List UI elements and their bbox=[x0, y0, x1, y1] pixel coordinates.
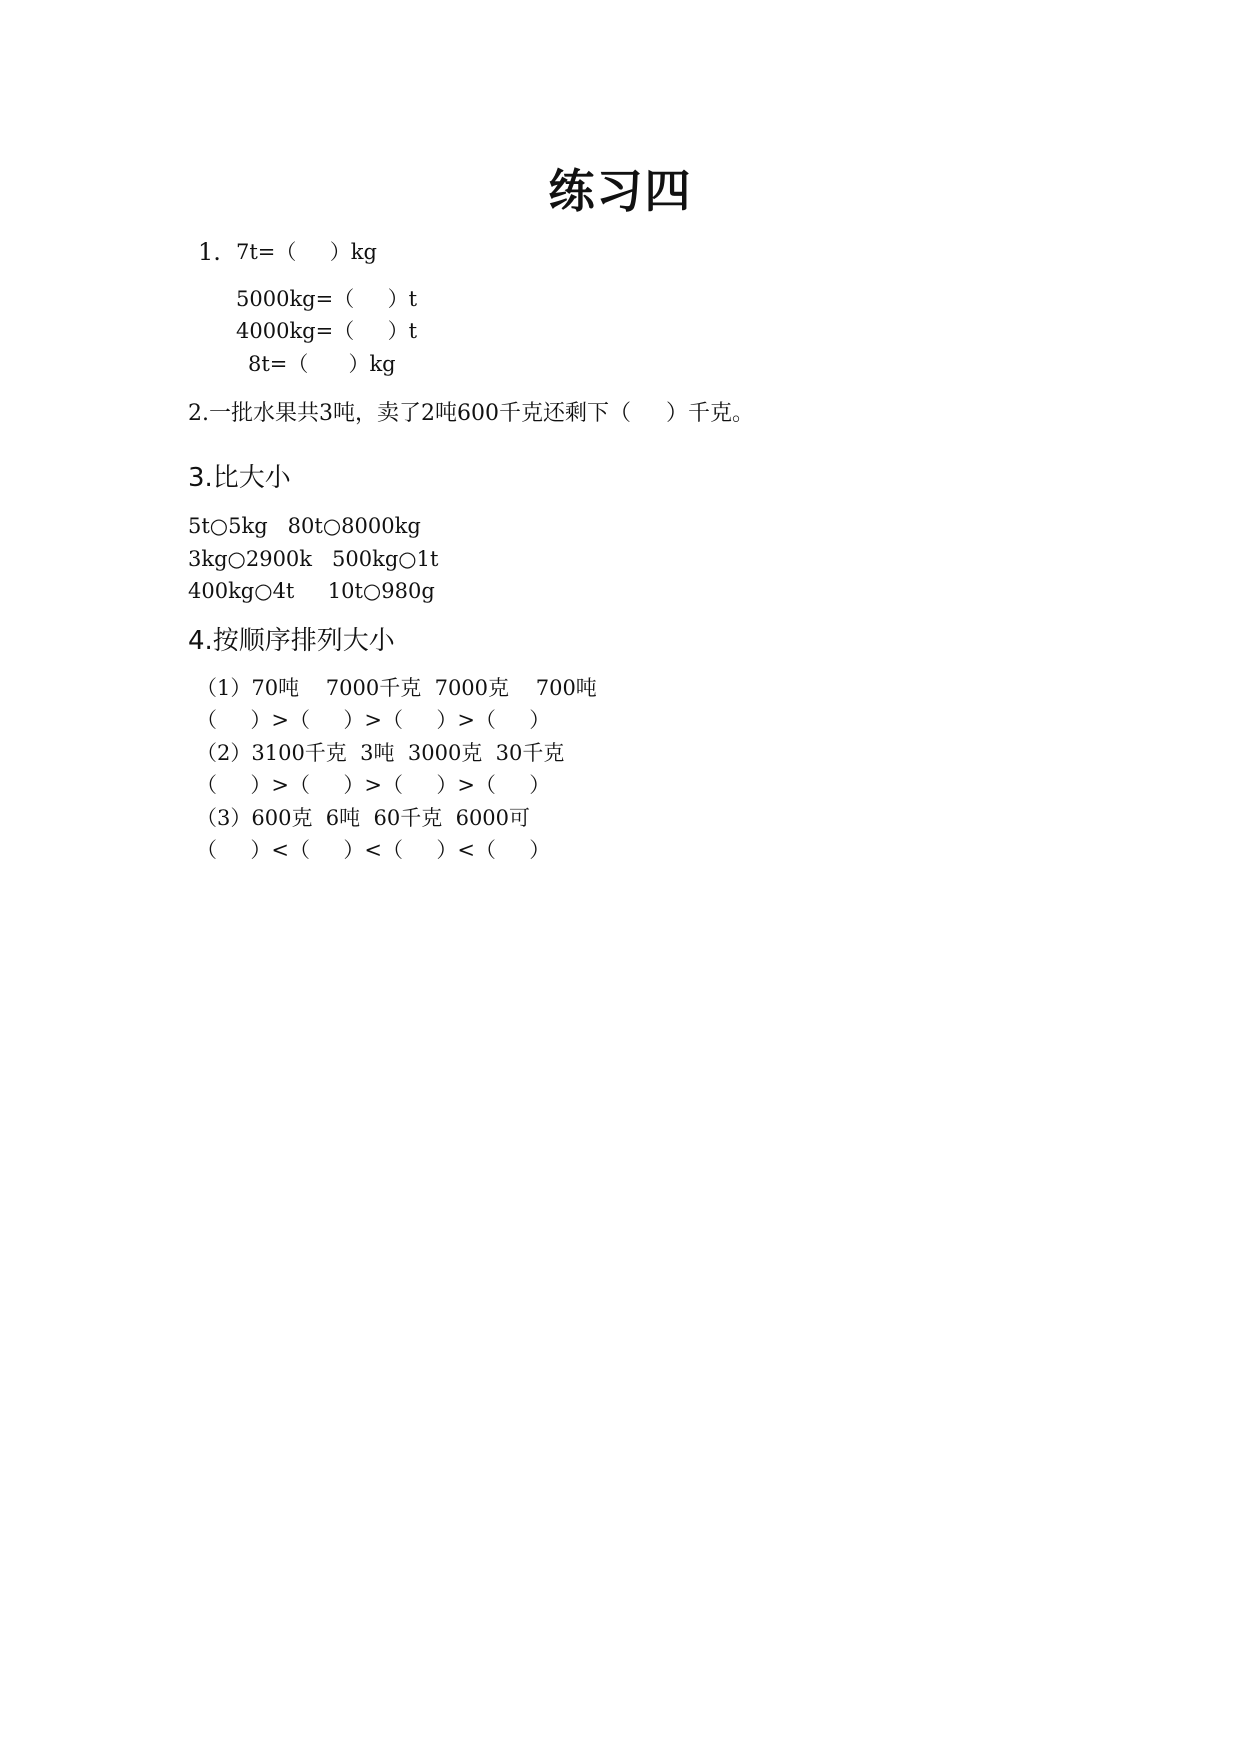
q3-row-3: 400kg○4t 10t○980g bbox=[188, 579, 435, 603]
q2-text: 2.一批水果共3吨，卖了2吨600千克还剩下（ ）千克。 bbox=[188, 401, 754, 426]
q1-line-4: 8t=（ ）kg bbox=[248, 352, 396, 376]
q1-line-1: 7t=（ ）kg bbox=[236, 240, 377, 264]
page-title: 练习四 bbox=[548, 164, 693, 218]
q3-row-1: 5t○5kg 80t○8000kg bbox=[188, 514, 421, 538]
q4-item-1-prompt: （1）70吨 7000千克 7000克 700吨 bbox=[196, 676, 597, 700]
q4-item-3-answer: （ ）<（ ）<（ ）<（ ） bbox=[196, 838, 551, 862]
q3-row-2: 3kg○2900k 500kg○1t bbox=[188, 547, 439, 571]
q1-line-3: 4000kg=（ ）t bbox=[236, 319, 418, 343]
q4-item-1-answer: （ ）>（ ）>（ ）>（ ） bbox=[196, 708, 551, 732]
q4-item-2-prompt: （2）3100千克 3吨 3000克 30千克 bbox=[196, 741, 565, 765]
q3-heading: 3.比大小 bbox=[188, 463, 291, 493]
q1-number: 1. bbox=[198, 238, 221, 266]
q4-heading: 4.按顺序排列大小 bbox=[188, 626, 395, 656]
q4-item-3-prompt: （3）600克 6吨 60千克 6000可 bbox=[196, 806, 531, 830]
q4-item-2-answer: （ ）>（ ）>（ ）>（ ） bbox=[196, 773, 551, 797]
q1-line-2: 5000kg=（ ）t bbox=[236, 287, 418, 311]
